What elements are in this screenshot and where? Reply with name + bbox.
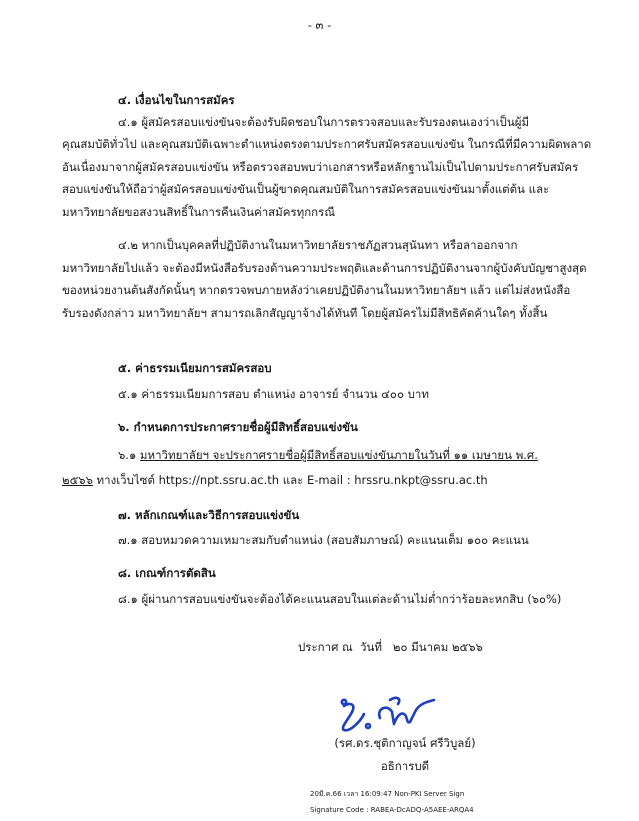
paragraph-6-1-line-1	[118, 448, 538, 462]
paragraph-6-1-line-2	[62, 473, 488, 487]
section-6-heading: ๖. กำหนดการประกาศรายชื่อผู้มีสิทธิ์สอบแข่งขัน	[118, 420, 358, 434]
signer-position: อธิการบดี	[380, 759, 430, 773]
signature-stamp: 20มี.ค.66 เวลา 16:09:47 Non-PKI Server Sign	[310, 790, 465, 798]
section-7-heading: ๗. หลักเกณฑ์และวิธีการสอบแข่งขัน	[118, 508, 300, 522]
paragraph-4-1-line-5: มหาวิทยาลัยขอสงวนสิทธิ์ในการคืนเงินค่าสมัครทุกกรณี	[62, 205, 335, 219]
section-4-heading: ๔. เงื่อนไขในการสมัคร	[118, 93, 235, 107]
paragraph-7-1: ๗.๑ สอบหมวดความเหมาะสมกับตำแหน่ง (สอบสัมภาษณ์) คะแนนเต็ม ๑๐๐ คะแนน	[118, 533, 529, 547]
paragraph-4-1-line-4: สอบแข่งขันให้ถือว่าผู้สมัครสอบแข่งขันเป็นผู้ขาดคุณสมบัติในการสมัครสอบแข่งขันมาตั้งแต่ต้น และ	[62, 182, 550, 196]
paragraph-8-1: ๘.๑ ผู้ผ่านการสอบแข่งขันจะต้องได้คะแนนสอบในแต่ละด้านไม่ต่ำกว่าร้อยละหกสิบ (๖๐%)	[118, 592, 562, 606]
paragraph-6-1-year: ๒๕๖๖	[62, 473, 93, 487]
paragraph-4-1-line-2: คุณสมบัติทั่วไป และคุณสมบัติเฉพาะตำแหน่งตรงตามประกาศรับสมัครสอบแข่งขัน ในกรณีที่มีความผิดพลาด	[62, 137, 592, 151]
paragraph-4-2-line-2: มหาวิทยาลัยไปแล้ว จะต้องมีหนังสือรับรองด้านความประพฤติและด้านการปฏิบัติงานจากผู้บังคับบัญชาสูงสุด	[62, 261, 587, 275]
paragraph-4-2-line-3: ของหน่วยงานต้นสังกัดนั้นๆ หากตรวจพบภายหลังว่าเคยปฏิบัติงานในมหาวิทยาลัยฯ แล้ว แต่ไม่ส่งหนังสือ	[62, 283, 571, 297]
paragraph-4-2-line-1: ๔.๒ หากเป็นบุคคลที่ปฏิบัติงานในมหาวิทยาลัยราชภัฏสวนสุนันทา หรือลาออกจาก	[118, 238, 518, 252]
paragraph-6-1-website: ทางเว็บไซต์ https://npt.ssru.ac.th และ E-mail : hrssru.nkpt@ssru.ac.th	[92, 473, 488, 487]
page-number: - ๓ -	[307, 18, 332, 32]
paragraph-4-1-line-3: อันเนื่องมาจากผู้สมัครสอบแข่งขัน หรือตรวจสอบพบว่าเอกสารหรือหลักฐานไม่เป็นไปตามประกาศรับสมัคร	[62, 160, 579, 174]
announcement-label: ประกาศ ณ	[298, 640, 353, 654]
announcement-line	[298, 640, 483, 654]
paragraph-4-2-line-4: รับรองดังกล่าว มหาวิทยาลัยฯ สามารถเลิกสัญญาจ้างได้ทันที โดยผู้สมัครไม่มีสิทธิคัดค้านใดๆ ทั้งสิ้น	[62, 306, 548, 320]
section-5-heading: ๕. ค่าธรรมเนียมการสมัครสอบ	[118, 361, 272, 375]
date-label: วันที่	[360, 640, 382, 654]
paragraph-4-1-line-1: ๔.๑ ผู้สมัครสอบแข่งขันจะต้องรับผิดชอบในการตรวจสอบและรับรองตนเองว่าเป็นผู้มี	[118, 115, 530, 129]
section-8-heading: ๘. เกณฑ์การตัดสิน	[118, 566, 216, 580]
signer-name: (รศ.ดร.ชุติกาญจน์ ศรีวิบูลย์)	[334, 736, 476, 750]
handwritten-signature	[330, 688, 460, 738]
paragraph-5-1: ๕.๑ ค่าธรรมเนียมการสอบ ตำแหน่ง อาจารย์ จำนวน ๔๐๐ บาท	[118, 387, 429, 401]
signature-code: Signature Code : RABEA-DcADQ-A5AEE-ARQA4	[310, 806, 474, 814]
paragraph-6-1-prefix: ๖.๑	[118, 448, 140, 462]
announcement-date: ๒๐ มีนาคม ๒๕๖๖	[392, 640, 483, 654]
paragraph-6-1-underlined: มหาวิทยาลัยฯ จะประกาศรายชื่อผู้มีสิทธิ์สอบแข่งขันภายในวันที่ ๑๑ เมษายน พ.ศ.	[139, 448, 538, 462]
